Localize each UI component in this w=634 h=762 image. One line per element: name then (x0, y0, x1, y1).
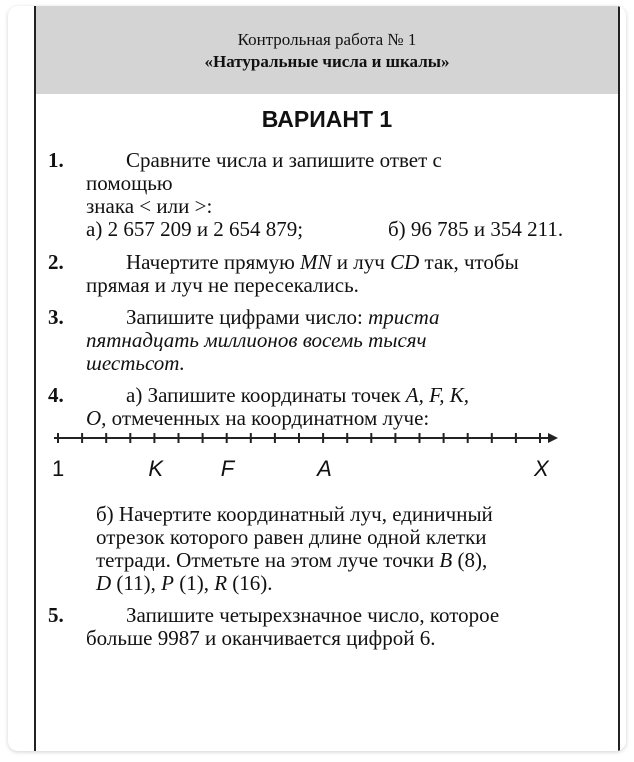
ray-label: 1 (52, 456, 65, 481)
task-1-line-3: знака < или >: (86, 194, 213, 218)
ray-arrowhead (548, 433, 558, 443)
worksheet (34, 6, 620, 751)
task-5-line-2: больше 9987 и оканчивается цифрой 6. (86, 626, 436, 650)
task-2-number: 2. (48, 250, 64, 274)
task-3-line-3: шестьсот. (86, 351, 185, 375)
task-5-line-1: Запишите четырехзначное число, которое (126, 603, 500, 627)
header-band (36, 6, 618, 94)
task-4b-line-1: б) Начертите координатный луч, единичный (96, 502, 493, 526)
coordinate-ray (36, 424, 576, 484)
task-1-part-a: а) 2 657 209 и 2 654 879; (86, 217, 304, 241)
task-2-line-2: прямая и луч не пересекались. (86, 273, 359, 297)
ray-label: F (220, 456, 235, 481)
task-1-line-1: Сравните числа и запишите ответ с (126, 148, 442, 172)
task-5-number: 5. (48, 603, 64, 627)
header-line-1: Контрольная работа № 1 (237, 30, 417, 49)
task-1-part-b: б) 96 785 и 354 211. (388, 217, 564, 241)
task-1-line-2: помощью (86, 171, 173, 195)
task-3-number: 3. (48, 305, 64, 329)
ray-label: X (534, 456, 549, 481)
task-4-line-1: а) Запишите координаты точек A, F, K, (126, 383, 470, 407)
ray-label: K (148, 456, 164, 481)
document-card (8, 6, 626, 751)
task-1-number: 1. (48, 148, 64, 172)
task-4b-line-3: тетради. Отметьте на этом луче точки B (8), (96, 548, 488, 572)
task-3-line-2: пятнадцать миллионов восемь тысяч (86, 328, 427, 352)
task-4-number: 4. (48, 383, 64, 407)
ray-label: A (317, 456, 332, 481)
task-3-line-1: Запишите цифрами число: триста (126, 305, 440, 329)
coordinate-ray-line (36, 424, 576, 454)
task-4b-line-4: D (11), P (1), R (16). (96, 571, 273, 595)
task-2-line-1: Начертите прямую MN и луч CD так, чтобы (126, 250, 519, 274)
task-4b-line-2: отрезок которого равен длине одной клетки (96, 525, 487, 549)
task-4-line-2: O, отмеченных на координатном луче: (86, 406, 430, 430)
variant-title: ВАРИАНТ 1 (261, 106, 393, 132)
header-line-2: «Натуральные числа и шкалы» (204, 52, 450, 71)
